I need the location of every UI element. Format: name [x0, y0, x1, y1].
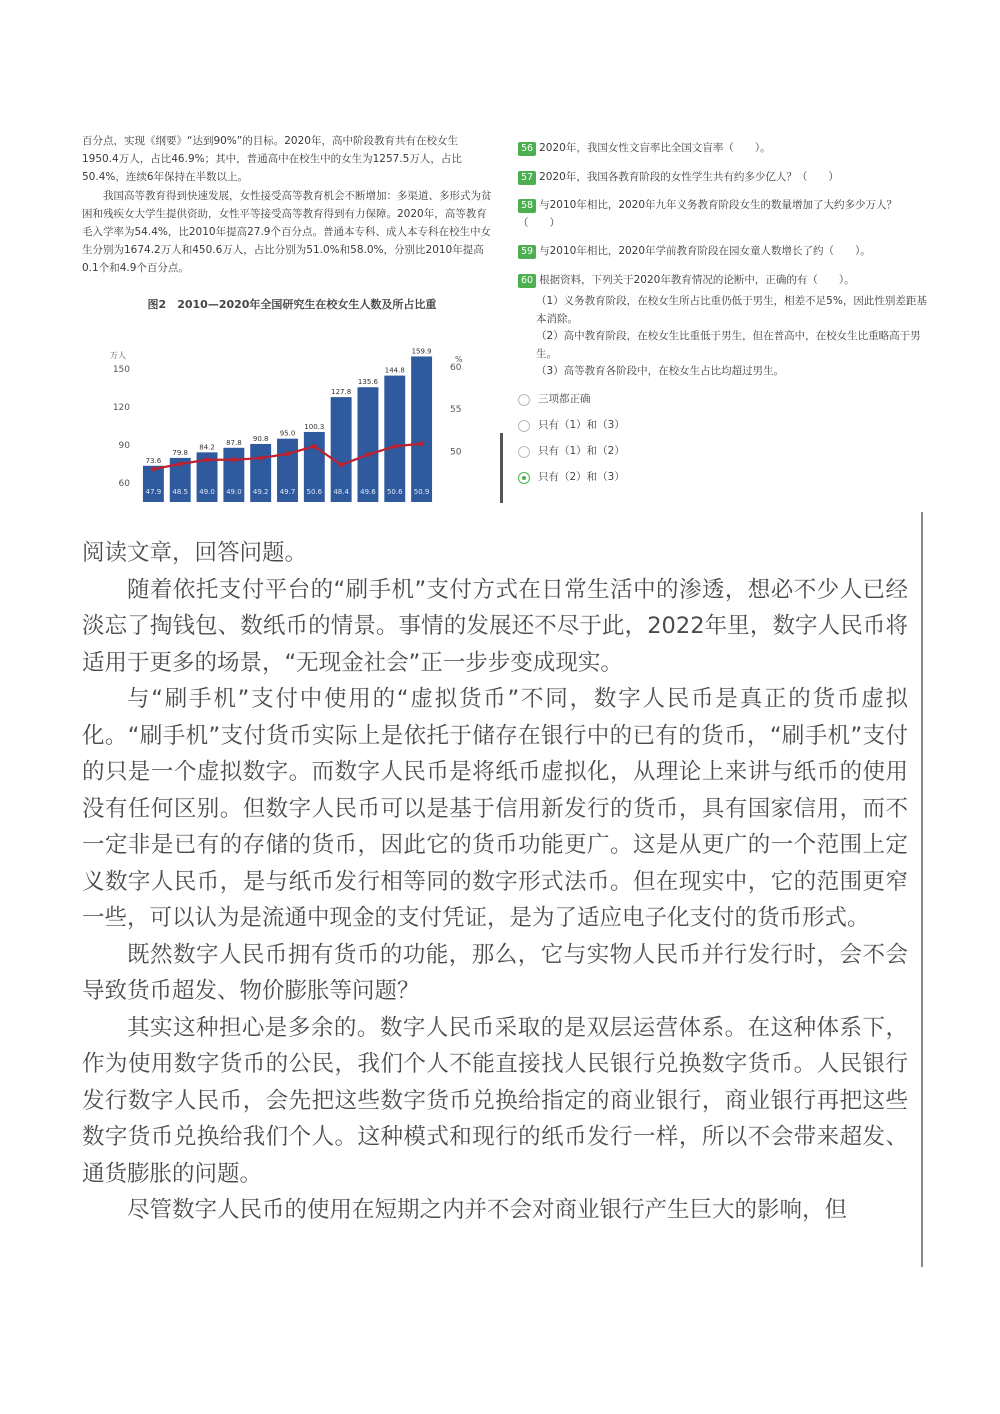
question-60[interactable]	[518, 272, 933, 290]
share-point	[339, 462, 344, 467]
question-58[interactable]	[518, 197, 933, 232]
share-value-label: 49.0	[199, 488, 215, 496]
question-56[interactable]	[518, 140, 933, 158]
option-label: 三项都正确	[538, 392, 591, 405]
share-point	[419, 441, 424, 446]
y-tick-label: 150	[112, 365, 130, 375]
bar-value-label: 100.3	[304, 422, 325, 431]
source-paragraph: 我国高等教育得到快速发展，女性接受高等教育机会不断增加：多渠道、多形式为贫困和残疾女大学生提供资助，女性平等接受高等教育得到有力保障。2020年，高等教育毛入学率为54.4%，比2010年提高27.9个百分点。普通本专科、成人本专科在校生中女生分别为1674.2万人和450.6万人，占比分别为51.0%和58.0%，分别比2010年提高0.1个和4.9个百分点。	[82, 189, 492, 275]
bar-value-label: 127.8	[331, 388, 352, 397]
bar-value-label: 87.8	[226, 438, 242, 447]
reading-article	[82, 535, 908, 1229]
bar-value-label: 90.8	[252, 434, 269, 443]
question-number-badge: 56	[518, 142, 536, 156]
column-divider	[500, 433, 503, 503]
bar	[331, 397, 352, 502]
share-value-label: 49.2	[252, 488, 269, 496]
share-value-label: 50.6	[306, 488, 323, 496]
y2-tick-label: 55	[450, 405, 462, 416]
y-tick-label: 120	[112, 403, 130, 413]
question-number-badge: 58	[518, 199, 536, 213]
option-c[interactable]	[518, 439, 933, 465]
question-59[interactable]	[518, 243, 933, 261]
bar-value-label: 73.6	[145, 456, 162, 465]
source-paragraph: 百分点，实现《纲要》“达到90%”的目标。2020年，高中阶段教育共有在校女生1950.4万人，占比46.9%；其中，普通高中在校生中的女生为1257.5万人，占比50.4%，连续6年保持在半数以上。	[82, 135, 462, 184]
bar-value-label: 144.8	[384, 366, 405, 375]
share-value-label: 48.4	[333, 488, 349, 496]
page-edge-line	[921, 512, 923, 1267]
share-value-label: 49.7	[279, 488, 296, 496]
option-label: 只有（1）和（3）	[538, 418, 625, 431]
y-tick-label: 60	[118, 479, 130, 489]
article-paragraph: 尽管数字人民币的使用在短期之内并不会对商业银行产生巨大的影响，但	[127, 1197, 848, 1223]
bar	[384, 376, 405, 502]
option-b[interactable]	[518, 413, 933, 439]
share-value-label: 49.6	[360, 488, 376, 496]
radio-button[interactable]	[518, 420, 530, 432]
radio-button-selected[interactable]	[518, 472, 530, 484]
article-paragraph: 随着依托支付平台的“刷手机”支付方式在日常生活中的渗透，想必不少人已经淡忘了掏钱包、数纸币的情景。事情的发展还不尽于此，2022年里，数字人民币将适用于更多的场景，“无现金社会”正一步步变成现实。	[82, 576, 908, 676]
share-point	[258, 456, 263, 461]
share-value-label: 50.9	[413, 488, 430, 496]
article-instruction: 阅读文章，回答问题。	[82, 540, 308, 566]
bar	[411, 356, 432, 502]
source-text-top	[82, 132, 492, 278]
option-label: 只有（2）和（3）	[538, 470, 625, 483]
bar-value-label: 84.2	[199, 443, 215, 452]
option-d[interactable]	[518, 465, 933, 491]
bar-value-label: 95.0	[279, 429, 296, 438]
radio-button[interactable]	[518, 446, 530, 458]
share-point	[312, 444, 317, 449]
questions-panel	[518, 140, 933, 491]
radio-button[interactable]	[518, 394, 530, 406]
share-point	[205, 457, 210, 462]
bar-value-label: 79.8	[172, 448, 189, 457]
article-paragraph: 既然数字人民币拥有货币的功能，那么，它与实物人民币并行发行时，会不会导致货币超发、物价膨胀等问题？	[82, 941, 908, 1004]
option-label: 只有（1）和（2）	[538, 444, 625, 457]
answer-options	[518, 387, 933, 491]
y2-axis-unit: %	[455, 355, 463, 364]
question-57[interactable]	[518, 169, 933, 187]
share-value-label: 49.0	[226, 488, 242, 496]
chart-title: 图2 2010—2020年全国研究生在校女生人数及所占比重	[147, 298, 437, 311]
share-value-label: 48.5	[172, 488, 189, 496]
y-axis-unit: 万人	[110, 351, 126, 360]
statement-3: （3）高等教育各阶段中，在校女生占比均超过男生。	[536, 365, 785, 377]
question-number-badge: 57	[518, 171, 536, 185]
question-text: 根据资料，下列关于2020年教育情况的论断中，正确的有（ ）。	[539, 273, 855, 286]
option-a[interactable]	[518, 387, 933, 413]
question-text: 2020年，我国各教育阶段的女性学生共有约多少亿人？（ ）	[539, 170, 839, 183]
question-text: 2020年，我国女性文盲率比全国文盲率（ ）。	[539, 142, 771, 154]
share-point	[392, 444, 397, 449]
y2-tick-label: 50	[450, 447, 462, 458]
question-number-badge: 59	[518, 245, 536, 259]
y-tick-label: 90	[118, 441, 130, 451]
y2-tick-label: 60	[450, 362, 462, 373]
graduate-female-chart	[100, 340, 480, 505]
question-text: 与2010年相比，2020年学前教育阶段在园女童人数增长了约（ ）。	[539, 245, 871, 257]
bar	[357, 387, 378, 502]
question-number-badge: 60	[518, 274, 536, 288]
share-point	[285, 451, 290, 456]
share-value-label: 50.6	[386, 488, 403, 496]
bar-value-label: 135.6	[357, 378, 378, 387]
share-point	[178, 462, 183, 467]
bar-value-label: 159.9	[411, 347, 432, 356]
question-text: 与2010年相比，2020年九年义务教育阶段女生的数量增加了大约多少万人？（ ）	[518, 199, 898, 229]
statement-2: （2）高中教育阶段，在校女生比重低于男生，但在普高中，在校女生比重略高于男生。	[536, 330, 921, 360]
article-paragraph: 其实这种担心是多余的。数字人民币采取的是双层运营体系。在这种体系下，作为使用数字货币的公民，我们个人不能直接找人民银行兑换数字货币。人民银行发行数字人民币，会先把这些数字货币兑换给指定的商业银行，商业银行再把这些数字货币兑换给我们个人。这种模式和现行的纸币发行一样，所以不会带来超发、通货膨胀的问题。	[82, 1014, 908, 1187]
share-value-label: 47.9	[145, 488, 162, 496]
share-point	[366, 452, 371, 457]
share-point	[231, 457, 236, 462]
article-paragraph: 与“刷手机”支付中使用的“虚拟货币”不同，数字人民币是真正的货币虚拟化。“刷手机”支付货币实际上是依托于储存在银行中的已有的货币，“刷手机”支付的只是一个虚拟数字。而数字人民币是将纸币虚拟化，从理论上来讲与纸币的使用没有任何区别。但数字人民币可以是基于信用新发行的货币，具有国家信用，而不一定非是已有的存储的货币，因此它的货币功能更广。这是从更广的一个范围上定义数字人民币，是与纸币发行相等同的数字形式法币。但在现实中，它的范围更窄一些，可以认为是流通中现金的支付凭证，是为了适应电子化支付的货币形式。	[82, 686, 908, 931]
share-point	[151, 467, 156, 472]
statement-1: （1）义务教育阶段，在校女生所占比重仍低于男生，相差不足5%，因此性别差距基本消除。	[536, 295, 927, 325]
